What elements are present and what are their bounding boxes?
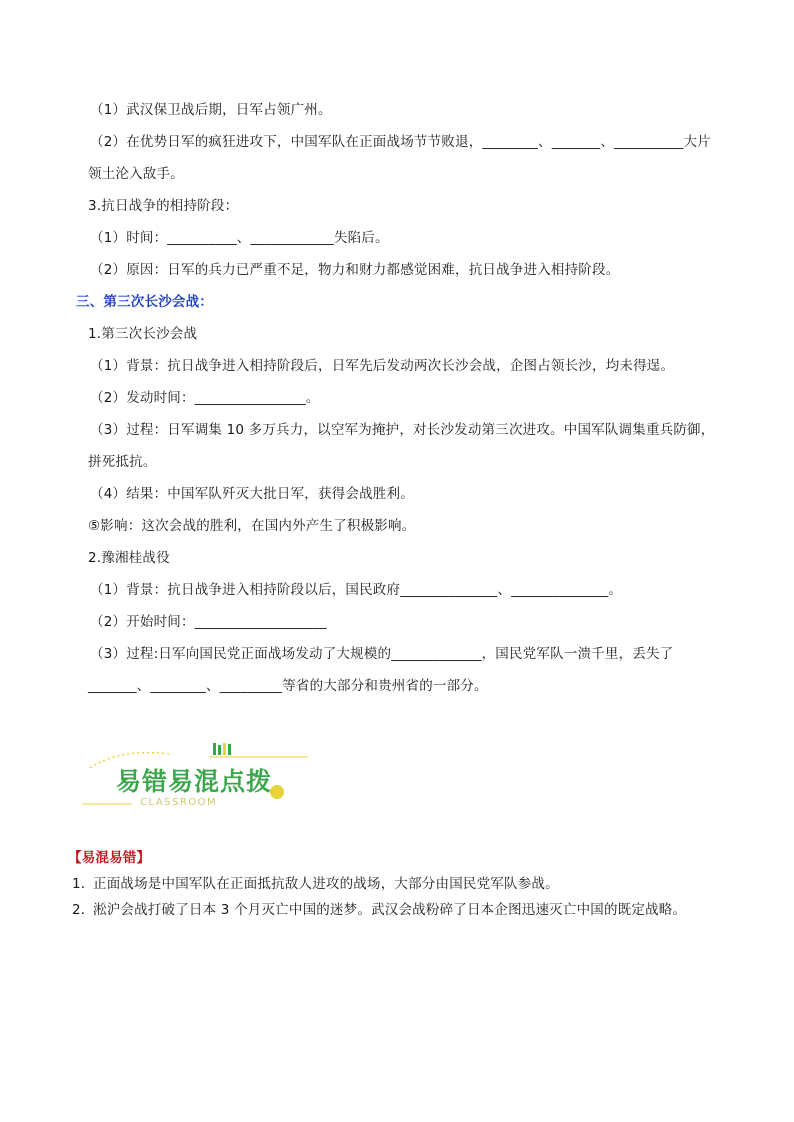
text-line: （3）过程：日军调集 10 多万兵力，以空军为掩护，对长沙发动第三次进攻。中国军队调集重兵防御， [90, 422, 715, 438]
fill-blank-line: （1）时间：__________、____________失陷后。 [90, 230, 389, 246]
list-number: 1． [72, 876, 95, 892]
text-line: ⑤影响：这次会战的胜利，在国内外产生了积极影响。 [88, 518, 416, 534]
section-heading: 三、第三次长沙会战： [76, 294, 213, 310]
text-line: （1）背景：抗日战争进入相持阶段后，日军先后发动两次长沙会战，企图占领长沙，均未得逞。 [90, 358, 675, 374]
subsection-title: 3.抗日战争的相持阶段： [88, 198, 239, 214]
text-line: （4）结果：中国军队歼灭大批日军，获得会战胜利。 [90, 486, 414, 502]
fill-blank-line: （3）过程:日军向国民党正面战场发动了大规模的_____________，国民党军队一溃千里，丢失了 [90, 646, 674, 662]
fill-blank-line: （2）开始时间：___________________ [90, 614, 327, 630]
text-line: 领土沦入敌手。 [88, 166, 184, 182]
text-line: （2）原因：日军的兵力已严重不足，物力和财力都感觉困难，抗日战争进入相持阶段。 [90, 262, 620, 278]
list-number: 2． [72, 902, 95, 918]
subsection-title: 2.豫湘桂战役 [88, 550, 170, 566]
fill-blank-line: _______、________、_________等省的大部分和贵州省的一部分。 [88, 678, 488, 694]
fill-blank-line: （1）背景：抗日战争进入相持阶段以后，国民政府______________、______________。 [90, 582, 623, 598]
mistake-item: 正面战场是中国军队在正面抵抗敌人进攻的战场，大部分由国民党军队参战。 [93, 876, 559, 892]
banner-subtitle: CLASSROOM [140, 797, 218, 808]
banner-title: 易错易混点拨 [116, 767, 273, 796]
text-line: （1）武汉保卫战后期，日军占领广州。 [90, 102, 332, 118]
mistake-item: 淞沪会战打破了日本 3 个月灭亡中国的迷梦。武汉会战粉碎了日本企图迅速灭亡中国的既定战略。 [93, 902, 687, 918]
subsection-title: 1.第三次长沙会战 [88, 326, 198, 342]
mistakes-label: 【易混易错】 [68, 850, 151, 866]
fill-blank-line: （2）发动时间：________________。 [90, 390, 320, 406]
section-banner [80, 740, 315, 815]
fill-blank-line: （2）在优势日军的疯狂进攻下，中国军队在正面战场节节败退，________、_______、__________大片 [90, 134, 711, 150]
text-line: 拼死抵抗。 [88, 454, 157, 470]
